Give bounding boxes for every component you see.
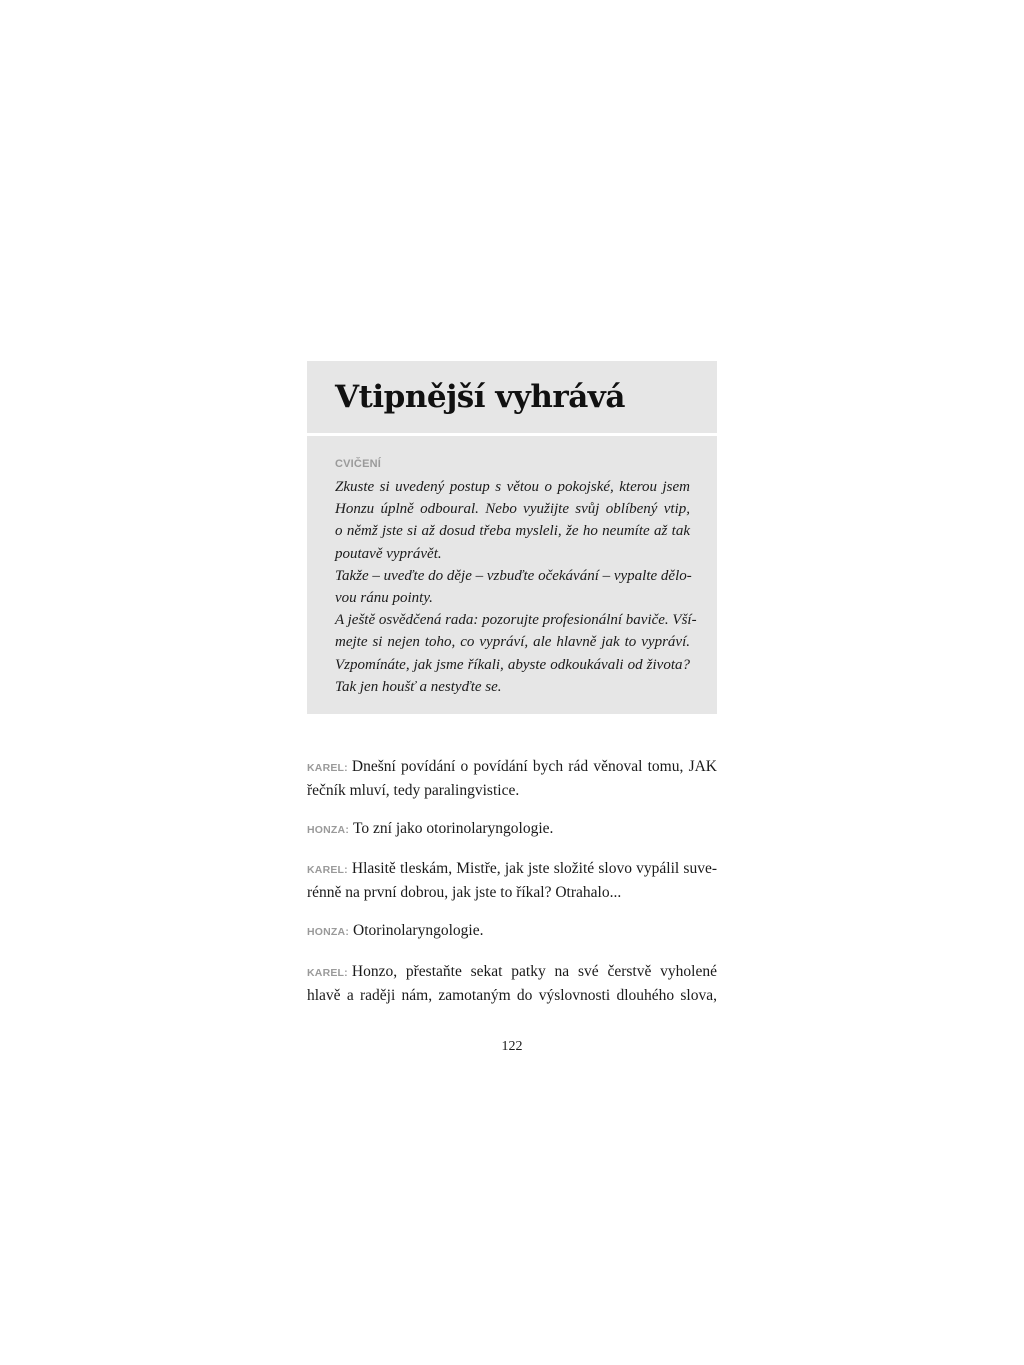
dialogue-line: řečník mluví, tedy paralingvistice. — [307, 781, 520, 799]
page-number: 122 — [501, 1039, 523, 1054]
exercise-text-line: Tak jen houšť a nestyďte se. — [335, 678, 502, 695]
dialogue-line — [307, 961, 717, 985]
chapter-title: Vtipnější vyhrává — [335, 379, 625, 415]
exercise-label: CVIČENÍ — [335, 458, 382, 470]
dialogue-text: Hlasitě tleskám, Mistře, jak jste složité slovo vypálil suve- — [351, 860, 717, 877]
dialogue-entry — [307, 961, 717, 1006]
speaker-label: KAREL: — [307, 762, 348, 774]
title-box — [307, 361, 717, 433]
dialogue-entry — [307, 858, 717, 903]
dialogue-line — [307, 920, 717, 944]
speaker-label: KAREL: — [307, 864, 348, 876]
dialogue-text: Otorinolaryngologie. — [353, 922, 484, 939]
speaker-label: HONZA: — [307, 926, 350, 938]
exercise-text-line: Zkuste si uvedený postup s větou o pokojské, kterou jsem — [335, 479, 690, 495]
exercise-text-line: vou ránu pointy. — [335, 590, 433, 607]
dialogue-entry — [307, 920, 717, 944]
dialogue-line: rénně na první dobrou, jak jste to říkal? Otrahalo... — [307, 883, 622, 901]
exercise-text-line: mejte si nejen toho, co vypráví, ale hlavně jak to vypráví. — [335, 634, 690, 651]
exercise-text-line: A ještě osvědčená rada: pozorujte profesionální baviče. Vší- — [335, 612, 697, 629]
dialogue-line — [307, 756, 717, 780]
exercise-text-line: Takže – uveďte do děje – vzbuďte očekávání – vypalte dělo- — [335, 567, 692, 584]
dialogue-text: Dnešní povídání o povídání bych rád věnoval tomu, JAK — [351, 758, 717, 775]
dialogue-entry — [307, 756, 717, 801]
speaker-label: HONZA: — [307, 824, 350, 836]
dialogue-entry — [307, 818, 717, 842]
dialogue-line: hlavě a raději nám, zamotaným do výslovnosti dlouhého slova, — [307, 986, 717, 1004]
speaker-label: KAREL: — [307, 967, 348, 979]
exercise-text-line: poutavě vyprávět. — [335, 545, 442, 562]
exercise-text-line: o němž jste si až dosud třeba mysleli, že ho neumíte až tak — [335, 523, 690, 540]
dialogue-line — [307, 818, 717, 842]
exercise-text-line: Honzu úplně odboural. Nebo využijte svůj oblíbený vtip, — [335, 501, 690, 518]
dialogue-line — [307, 858, 717, 882]
exercise-box — [307, 436, 717, 714]
dialogue-text: To zní jako otorinolaryngologie. — [353, 820, 554, 837]
dialogue-text: Honzo, přestaňte sekat patky na své čerstvě vyholené — [351, 963, 717, 980]
exercise-text-line: Vzpomínáte, jak jsme říkali, abyste odkoukávali od života? — [335, 656, 690, 673]
